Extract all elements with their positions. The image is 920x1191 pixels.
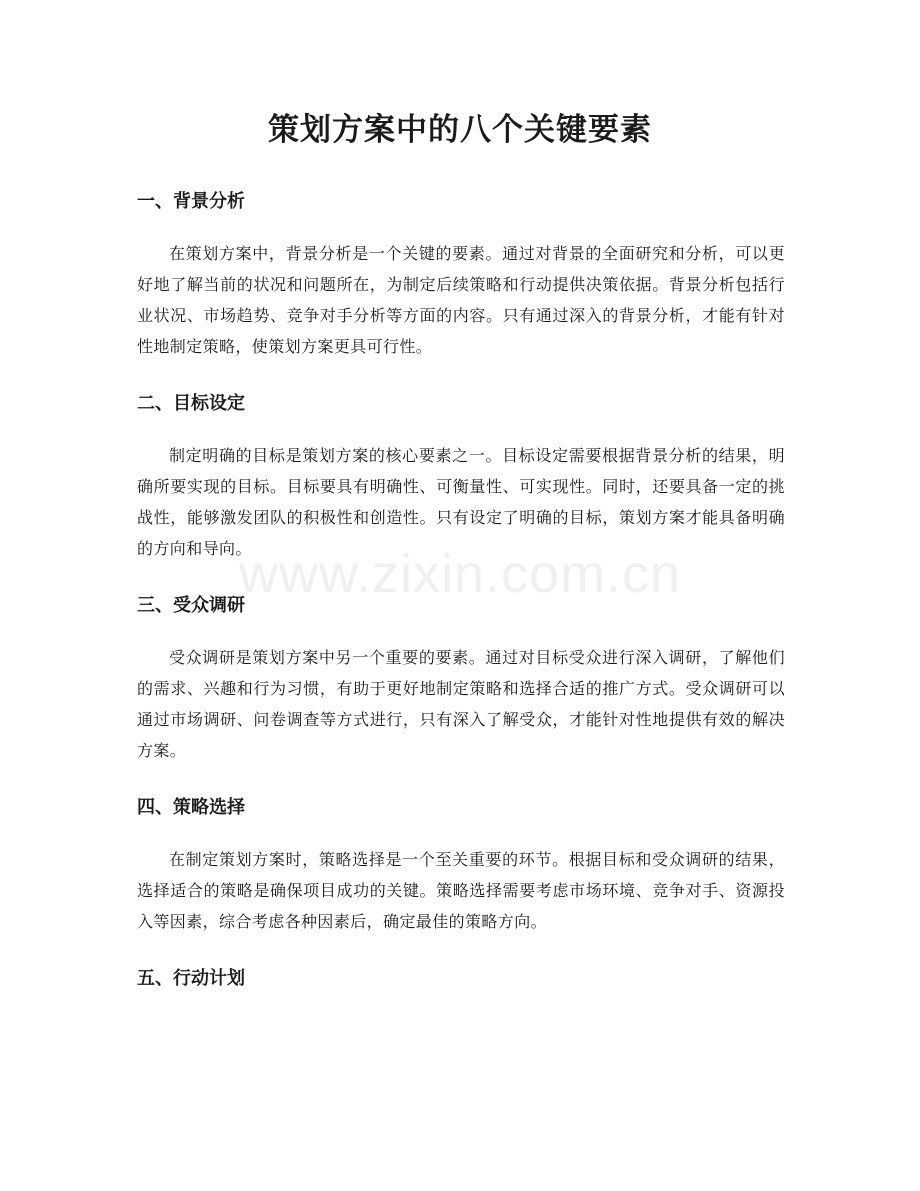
section-heading: 二、目标设定 (137, 393, 245, 414)
section-heading: 五、行动计划 (137, 968, 245, 989)
section-heading: 一、背景分析 (137, 191, 245, 212)
document-content (137, 186, 785, 995)
section-paragraph: 在策划方案中，背景分析是一个关键的要素。通过对背景的全面研究和分析，可以更好地了解当前的状况和问题所在，为制定后续策略和行动提供决策依据。背景分析包括行业状况、市场趋势、竞争对手分析等方面的内容。只有通过深入的背景分析，才能有针对性地制定策略，使策划方案更具可行性。 (137, 244, 785, 356)
section-paragraph: 受众调研是策划方案中另一个重要的要素。通过对目标受众进行深入调研，了解他们的需求、兴趣和行为习惯，有助于更好地制定策略和选择合适的推广方式。受众调研可以通过市场调研、问卷调查等方式进行，只有深入了解受众，才能针对性地提供有效的解决方案。 (137, 648, 785, 760)
section-heading: 三、受众调研 (137, 595, 245, 616)
document-title: 策划方案中的八个关键要素 (268, 112, 652, 148)
section-paragraph: 在制定策划方案时，策略选择是一个至关重要的环节。根据目标和受众调研的结果，选择适合的策略是确保项目成功的关键。策略选择需要考虑市场环境、竞争对手、资源投入等因素，综合考虑各种因素后，确定最佳的策略方向。 (137, 850, 785, 931)
section-paragraph: 制定明确的目标是策划方案的核心要素之一。目标设定需要根据背景分析的结果，明确所要实现的目标。目标要具有明确性、可衡量性、可实现性。同时，还要具备一定的挑战性，能够激发团队的积极性和创造性。只有设定了明确的目标，策划方案才能具备明确的方向和导向。 (137, 446, 785, 558)
watermark: www.zixin.com.cn (238, 544, 682, 604)
section-heading: 四、策略选择 (137, 797, 245, 818)
